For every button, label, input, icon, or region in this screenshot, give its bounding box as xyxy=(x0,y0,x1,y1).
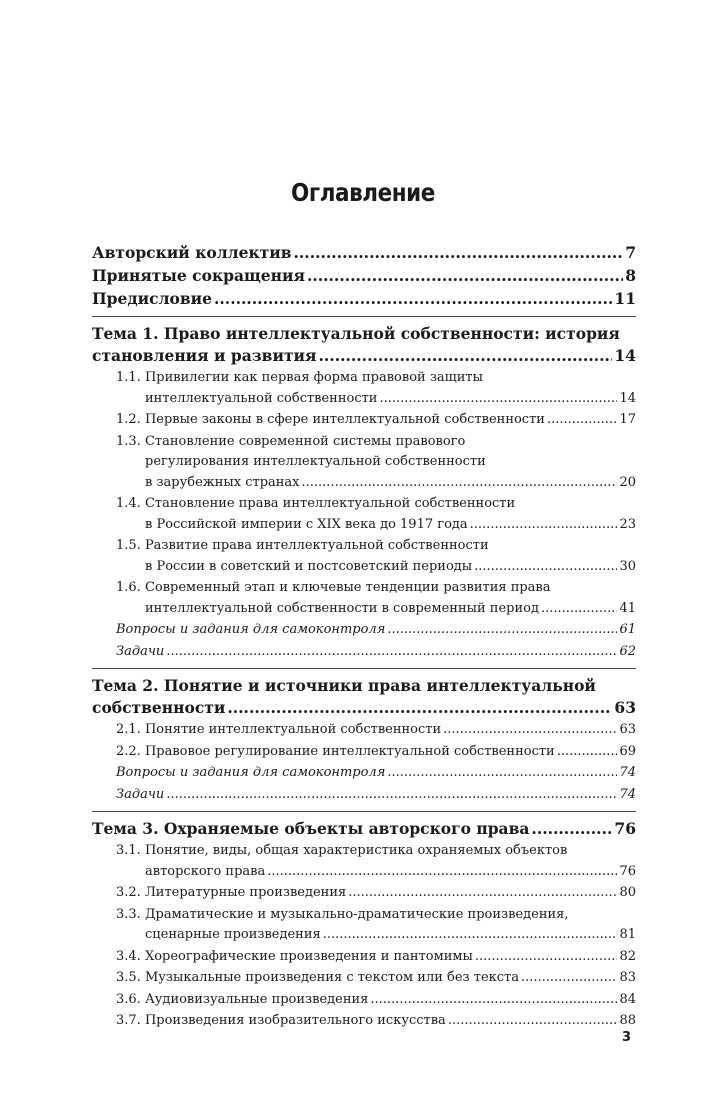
toc-page-number: 76 xyxy=(619,863,636,879)
toc-entry-text: Задачи xyxy=(116,643,165,659)
toc-entry-text: 2.1. Понятие интеллектуальной собственности xyxy=(116,722,442,737)
toc-entry-text: интеллектуальной собственности в современный период xyxy=(145,600,539,616)
toc-entry-text: сценарные произведения xyxy=(145,927,321,942)
toc-entry-text: Принятые сокращения xyxy=(92,266,305,285)
page-title: Оглавление xyxy=(291,178,435,207)
table-of-contents xyxy=(92,242,636,1033)
toc-entry-text: интеллектуальной собственности xyxy=(145,390,378,406)
toc-entry-text: 2.2. Правовое регулирование интеллектуальной собственности xyxy=(116,743,555,759)
toc-page-number: 23 xyxy=(619,516,636,532)
dot-leader xyxy=(323,925,618,946)
dot-leader xyxy=(227,697,612,719)
toc-entry-text: в Российской империи с XIX века до 1917 года xyxy=(145,516,468,532)
toc-page-number: 17 xyxy=(619,412,636,427)
dot-leader xyxy=(294,242,624,264)
toc-entry-text: Тема 3. Охраняемые объекты авторского права xyxy=(92,819,530,838)
toc-entry-text: 1.4. Становление права интеллектуальной собственности xyxy=(116,496,516,511)
dot-leader xyxy=(214,288,612,310)
toc-entry-text: 1.3. Становление современной системы правового xyxy=(116,433,466,449)
page-number: 3 xyxy=(622,1030,632,1045)
dot-leader xyxy=(521,968,617,989)
toc-section-entry[interactable] xyxy=(116,763,636,784)
dot-leader xyxy=(348,883,617,904)
section-divider xyxy=(92,668,636,669)
section-divider xyxy=(92,316,636,317)
toc-entry-text: авторского права xyxy=(145,863,266,879)
toc-page-number: 69 xyxy=(619,743,636,759)
toc-page-number: 7 xyxy=(625,243,636,262)
dot-leader xyxy=(166,642,617,663)
toc-section-entry[interactable] xyxy=(116,720,636,741)
toc-entry-text: в зарубежных странах xyxy=(145,474,300,490)
toc-page-number: 84 xyxy=(619,991,636,1007)
section-divider xyxy=(92,811,636,812)
toc-section-entry[interactable] xyxy=(116,841,636,882)
toc-page-number: 63 xyxy=(614,698,636,717)
toc-chapter-entry[interactable] xyxy=(92,818,636,840)
toc-section-entry[interactable] xyxy=(116,742,636,763)
dot-leader xyxy=(387,763,617,784)
toc-entry-text: Вопросы и задания для самоконтроля xyxy=(116,622,386,637)
toc-entry-text: 3.2. Литературные произведения xyxy=(116,885,347,900)
toc-page-number: 20 xyxy=(619,474,636,490)
toc-chapter-entry[interactable] xyxy=(92,323,636,367)
toc-entry-text: 1.5. Развитие права интеллектуальной собственности xyxy=(116,538,489,553)
toc-section-entry[interactable] xyxy=(116,620,636,641)
toc-page-number: 88 xyxy=(619,1013,636,1028)
toc-entry-text: 1.1. Привилегии как первая форма правовой защиты xyxy=(116,370,483,385)
toc-page-number: 80 xyxy=(619,885,636,900)
toc-section-entry[interactable] xyxy=(116,968,636,989)
toc-page-number: 82 xyxy=(619,948,636,964)
dot-leader xyxy=(547,410,618,431)
toc-entry-text: становления и развития xyxy=(92,346,317,365)
toc-page-number: 83 xyxy=(619,970,636,985)
toc-entry-text: собственности xyxy=(92,698,226,717)
dot-leader xyxy=(379,389,617,410)
toc-page-number: 41 xyxy=(619,600,636,616)
toc-page-number: 62 xyxy=(619,643,636,659)
toc-section-entry[interactable] xyxy=(116,642,636,663)
toc-section-entry[interactable] xyxy=(116,1011,636,1032)
toc-section-entry[interactable] xyxy=(116,368,636,409)
dot-leader xyxy=(557,742,618,763)
toc-entry-text: 3.5. Музыкальные произведения с текстом или без текста xyxy=(116,970,519,985)
toc-entry-text: регулирования интеллектуальной собственности xyxy=(145,454,486,469)
dot-leader xyxy=(475,947,618,968)
toc-section-entry[interactable] xyxy=(116,785,636,806)
dot-leader xyxy=(531,818,612,840)
dot-leader xyxy=(387,620,617,641)
toc-entry-text: Вопросы и задания для самоконтроля xyxy=(116,765,386,780)
toc-chapter-entry[interactable] xyxy=(92,242,636,264)
toc-page-number: 14 xyxy=(619,390,636,406)
dot-leader xyxy=(541,599,617,620)
toc-section-entry[interactable] xyxy=(116,536,636,577)
toc-page-number: 76 xyxy=(614,819,636,838)
toc-page-number: 30 xyxy=(619,558,636,574)
toc-entry-text: 3.6. Аудиовизуальные произведения xyxy=(116,991,369,1007)
toc-chapter-entry[interactable] xyxy=(92,675,636,719)
toc-page-number: 74 xyxy=(619,765,636,780)
dot-leader xyxy=(267,862,617,883)
dot-leader xyxy=(443,720,617,741)
dot-leader xyxy=(474,557,617,578)
toc-section-entry[interactable] xyxy=(116,947,636,968)
toc-entry-text: 3.3. Драматические и музыкально-драматические произведения, xyxy=(116,906,569,922)
toc-section-entry[interactable] xyxy=(116,578,636,619)
dot-leader xyxy=(370,990,617,1011)
toc-entry-text: Задачи xyxy=(116,786,165,802)
toc-section-entry[interactable] xyxy=(116,432,636,494)
dot-leader xyxy=(448,1011,618,1032)
toc-section-entry[interactable] xyxy=(116,905,636,946)
toc-entry-text: 3.7. Произведения изобразительного искусства xyxy=(116,1013,446,1028)
toc-section-entry[interactable] xyxy=(116,410,636,431)
toc-page-number: 11 xyxy=(614,289,636,308)
toc-chapter-entry[interactable] xyxy=(92,265,636,287)
toc-page-number: 61 xyxy=(619,622,636,637)
toc-page-number: 8 xyxy=(625,266,636,285)
toc-chapter-entry[interactable] xyxy=(92,288,636,310)
toc-page-number: 63 xyxy=(619,722,636,737)
toc-entry-text: Авторский коллектив xyxy=(92,243,292,262)
toc-entry-text: Тема 1. Право интеллектуальной собственности: история xyxy=(92,324,620,343)
toc-section-entry[interactable] xyxy=(116,990,636,1011)
dot-leader xyxy=(470,515,618,536)
toc-entry-text: в России в советский и постсоветский периоды xyxy=(145,558,473,574)
toc-section-entry[interactable] xyxy=(116,494,636,535)
toc-entry-text: 3.4. Хореографические произведения и пантомимы xyxy=(116,948,473,964)
dot-leader xyxy=(319,345,613,367)
toc-entry-text: 3.1. Понятие, виды, общая характеристика охраняемых объектов xyxy=(116,843,568,858)
toc-entry-text: 1.2. Первые законы в сфере интеллектуальной собственности xyxy=(116,412,545,427)
toc-section-entry[interactable] xyxy=(116,883,636,904)
toc-entry-text: Тема 2. Понятие и источники права интеллектуальной xyxy=(92,676,596,695)
toc-page-number: 14 xyxy=(614,346,636,365)
dot-leader xyxy=(302,473,618,494)
toc-page-number: 74 xyxy=(619,786,636,802)
toc-entry-text: Предисловие xyxy=(92,289,212,308)
toc-page-number: 81 xyxy=(619,927,636,942)
toc-entry-text: 1.6. Современный этап и ключевые тенденции развития права xyxy=(116,580,551,595)
dot-leader xyxy=(307,265,623,287)
dot-leader xyxy=(166,785,617,806)
